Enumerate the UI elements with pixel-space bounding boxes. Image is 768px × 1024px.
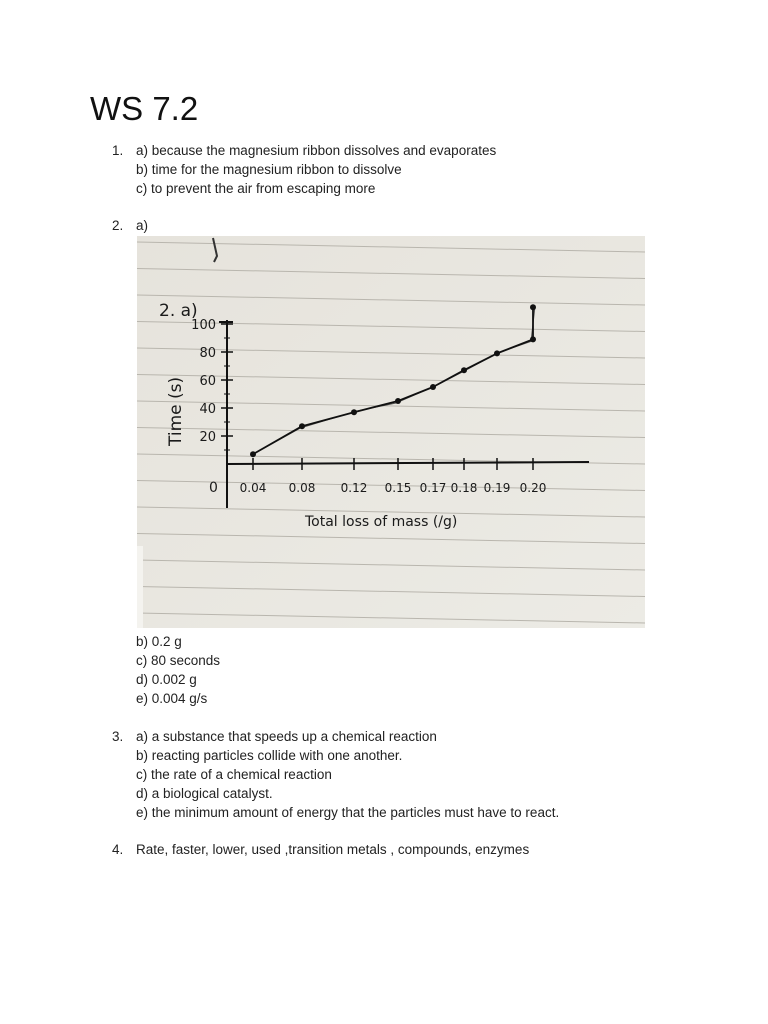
y-tick-label: 80 (199, 346, 216, 361)
question-1-number: 1. (112, 143, 124, 158)
data-point (250, 451, 256, 457)
data-point (299, 423, 305, 429)
question-4-answer: Rate, faster, lower, used ,transition metals , compounds, enzymes (136, 842, 530, 857)
question-2-answer-c: c) 80 seconds (136, 653, 221, 668)
data-point (351, 409, 357, 415)
question-3-answer-b: b) reacting particles collide with one another. (136, 748, 403, 763)
origin-label: 0 (209, 480, 218, 496)
question-2-number: 2. (112, 218, 124, 233)
y-tick-label: 40 (199, 402, 216, 417)
x-tick-label: 0.18 (450, 481, 478, 495)
x-tick-label: 0.04 (239, 481, 267, 495)
data-point (494, 350, 500, 356)
data-point (430, 384, 436, 390)
x-tick-label: 0.19 (483, 481, 511, 495)
question-1-answer-b: b) time for the magnesium ribbon to dissolve (136, 162, 402, 177)
data-point (461, 367, 467, 373)
x-axis-label: Total loss of mass (/g) (305, 514, 458, 530)
data-point (530, 336, 536, 342)
x-tick-label: 0.15 (384, 481, 412, 495)
x-tick-label: 0.08 (288, 481, 316, 495)
y-tick-label: 100 (191, 318, 216, 333)
y-tick-label: 60 (199, 374, 216, 389)
y-tick-label: 20 (199, 430, 216, 445)
graph-photo (137, 236, 645, 628)
question-2-answer-b: b) 0.2 g (136, 634, 182, 649)
data-point (395, 398, 401, 404)
question-2-part-a: a) (136, 218, 149, 233)
question-1-answer-a: a) because the magnesium ribbon dissolves and evaporates (136, 143, 497, 158)
x-tick-label: 0.20 (519, 481, 547, 495)
x-tick-label: 0.12 (340, 481, 368, 495)
document-title: WS 7.2 (90, 90, 199, 127)
question-4-number: 4. (112, 842, 124, 857)
x-tick-label: 0.17 (419, 481, 447, 495)
graph-title: 2. a) (159, 301, 198, 321)
hand-drawn-graph (137, 236, 645, 628)
question-1-answer-c: c) to prevent the air from escaping more (136, 181, 376, 196)
question-3-number: 3. (112, 729, 124, 744)
question-2-answer-d: d) 0.002 g (136, 672, 197, 687)
data-point (530, 304, 536, 310)
question-3-answer-e: e) the minimum amount of energy that the particles must have to react. (136, 805, 560, 820)
question-3-answer-c: c) the rate of a chemical reaction (136, 767, 332, 782)
y-axis-label: Time (s) (166, 376, 186, 446)
question-3-answer-d: d) a biological catalyst. (136, 786, 273, 801)
notebook-margin (137, 546, 143, 628)
question-2-answer-e: e) 0.004 g/s (136, 691, 208, 706)
question-3-answer-a: a) a substance that speeds up a chemical reaction (136, 729, 437, 744)
